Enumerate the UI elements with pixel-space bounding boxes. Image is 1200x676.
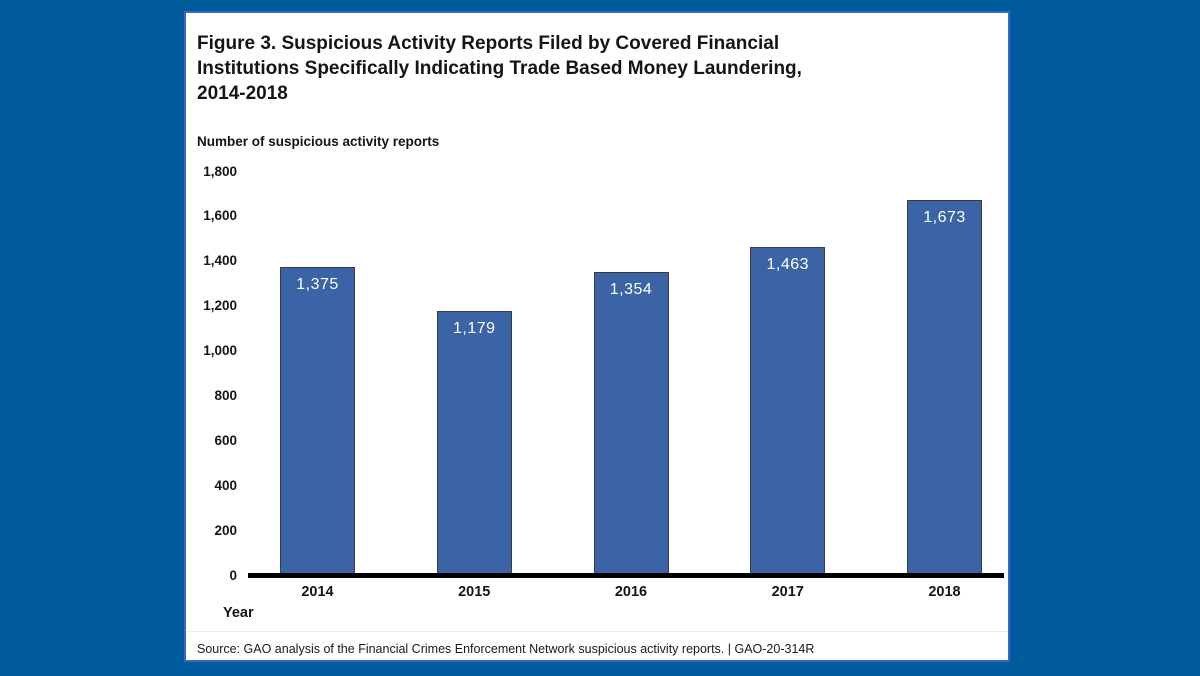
x-axis-line xyxy=(248,573,1004,578)
y-tick-label: 1,800 xyxy=(203,163,237,179)
figure-card-inner xyxy=(186,13,1008,660)
y-tick-label: 200 xyxy=(214,522,237,538)
y-tick-label: 800 xyxy=(214,387,237,403)
y-axis-title: Number of suspicious activity reports xyxy=(197,134,440,149)
figure-title-line-2: Institutions Specifically Indicating Trade Based Money Laundering, xyxy=(197,58,802,79)
bar-2017 xyxy=(750,247,825,575)
y-tick-label: 0 xyxy=(229,567,237,583)
y-tick-label: 1,400 xyxy=(203,253,237,269)
bar-2014 xyxy=(280,267,355,576)
y-tick-label: 1,200 xyxy=(203,298,237,314)
bar-value-label: 1,375 xyxy=(296,275,339,293)
y-tick-label: 400 xyxy=(214,477,237,493)
x-tick-label-2014: 2014 xyxy=(301,584,334,600)
x-tick-label-2018: 2018 xyxy=(928,584,961,600)
y-tick-label: 600 xyxy=(214,432,237,448)
bar-value-label: 1,354 xyxy=(609,280,653,298)
x-tick-label-2017: 2017 xyxy=(771,584,804,600)
bar-2018 xyxy=(907,200,982,575)
source-note: Source: GAO analysis of the Financial Crimes Enforcement Network suspicious activity reports. | GAO-20-314R xyxy=(197,642,815,656)
bar-value-label: 1,179 xyxy=(452,319,496,337)
figure-card xyxy=(184,11,1010,662)
figure-title-line-1: Figure 3. Suspicious Activity Reports Filed by Covered Financial xyxy=(197,33,780,54)
figure-title xyxy=(197,31,802,106)
x-axis-title: Year xyxy=(223,605,254,621)
y-tick-label: 1,600 xyxy=(203,208,237,224)
bar-2015 xyxy=(437,311,512,576)
bar-2016 xyxy=(594,272,669,576)
x-tick-label-2015: 2015 xyxy=(458,584,491,600)
bar-value-label: 1,673 xyxy=(923,209,966,226)
source-divider xyxy=(186,631,1008,632)
bar-value-label: 1,463 xyxy=(766,256,810,274)
x-tick-label-2016: 2016 xyxy=(614,584,648,600)
y-tick-label: 1,000 xyxy=(203,343,237,359)
figure-title-line-3: 2014-2018 xyxy=(197,83,288,104)
